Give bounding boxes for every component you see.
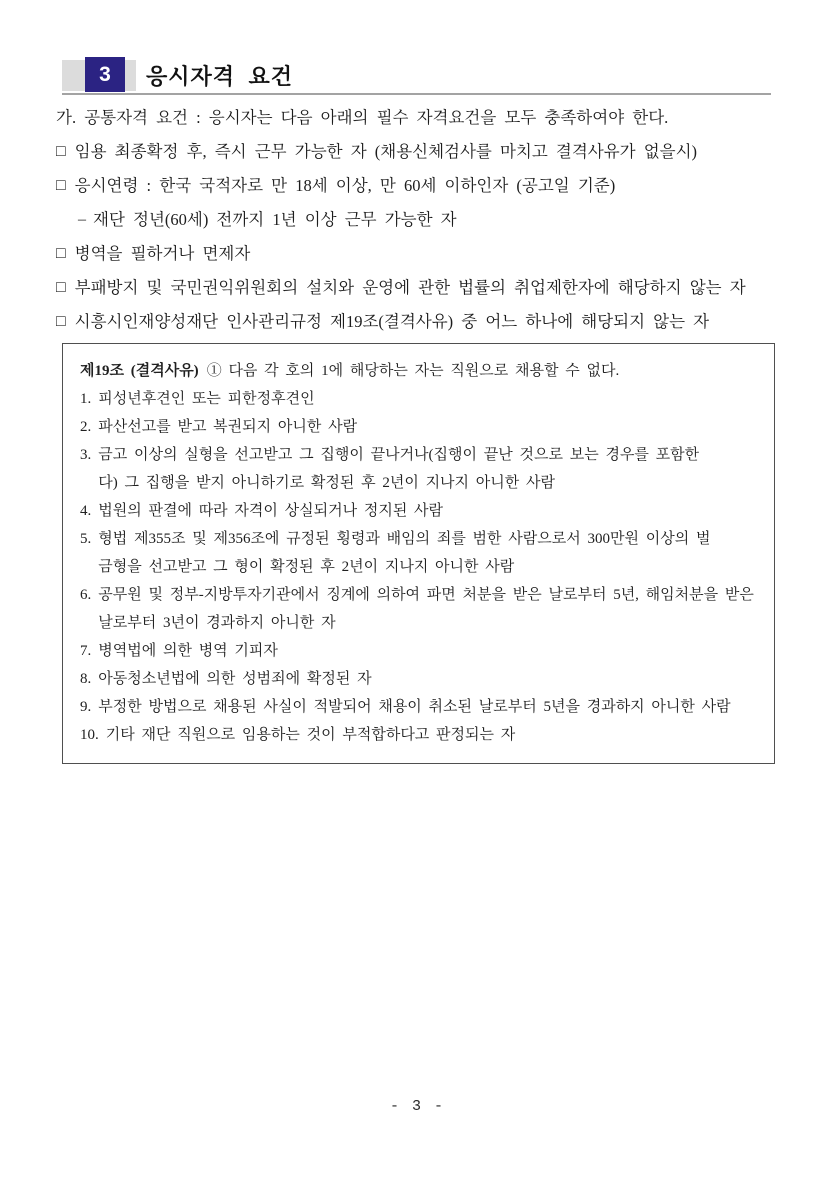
list-item bbox=[56, 140, 796, 164]
item-text: 다) 그 집행을 받지 아니하기로 확정된 후 2년이 지나지 아니한 사람 bbox=[98, 475, 555, 491]
list-item-text: 시흥시인재양성재단 인사관리규정 제19조(결격사유) 중 어느 하나에 해당되지 않는 자 bbox=[74, 312, 710, 331]
list-subitem bbox=[56, 208, 796, 232]
checkbox-icon: □ bbox=[56, 177, 66, 194]
list-item-text: 재단 정년(60세) 전까지 1년 이상 근무 가능한 자 bbox=[93, 210, 457, 229]
article-heading-text: ① 다음 각 호의 1에 해당하는 자는 직원으로 채용할 수 없다. bbox=[206, 363, 620, 379]
qualification-intro: 가. 공통자격 요건 : 응시자는 다음 아래의 필수 자격요건을 모두 충족하여야 한다. bbox=[56, 108, 669, 127]
item-text: 공무원 및 정부-지방투자기관에서 징계에 의하여 파면 처분을 받은 날로부터 5년, 해임처분을 받은 bbox=[98, 587, 754, 603]
item-text: 기타 재단 직원으로 임용하는 것이 부적합하다고 판정되는 자 bbox=[105, 727, 516, 743]
article-item bbox=[80, 385, 758, 413]
item-number: 6. bbox=[80, 587, 92, 603]
item-number: 4. bbox=[80, 503, 92, 519]
item-text: 병역법에 의한 병역 기피자 bbox=[98, 643, 278, 659]
item-text: 금형을 선고받고 그 형이 확정된 후 2년이 지나지 아니한 사람 bbox=[98, 559, 515, 575]
item-number: 5. bbox=[80, 531, 92, 547]
checkbox-icon: □ bbox=[56, 279, 66, 296]
list-item bbox=[56, 174, 796, 198]
item-text: 부정한 방법으로 채용된 사실이 적발되어 채용이 취소된 날로부터 5년을 경과하지 아니한 사람 bbox=[98, 699, 731, 715]
article-item bbox=[80, 525, 758, 581]
list-item-text: 응시연령 : 한국 국적자로 만 18세 이상, 만 60세 이하인자 (공고일 기준) bbox=[74, 176, 616, 195]
article-item bbox=[80, 413, 758, 441]
checkbox-icon: □ bbox=[56, 313, 66, 330]
article-item bbox=[80, 721, 758, 749]
section-number-badge: 3 bbox=[85, 57, 125, 92]
article-item bbox=[80, 637, 758, 665]
checkbox-icon: □ bbox=[56, 143, 66, 160]
section-title: 응시자격 요건 bbox=[146, 64, 294, 89]
item-text: 아동청소년법에 의한 성범죄에 확정된 자 bbox=[98, 671, 372, 687]
item-text: 법원의 판결에 따라 자격이 상실되거나 정지된 사람 bbox=[98, 503, 444, 519]
article-item bbox=[80, 665, 758, 693]
list-item bbox=[56, 310, 796, 334]
item-number: 7. bbox=[80, 643, 92, 659]
list-item bbox=[56, 242, 796, 266]
item-number: 10. bbox=[80, 727, 99, 743]
item-text: 피성년후견인 또는 피한정후견인 bbox=[98, 391, 315, 407]
item-text: 금고 이상의 실형을 선고받고 그 집행이 끝나거나(집행이 끝난 것으로 보는 경우를 포함한 bbox=[98, 447, 700, 463]
item-number: 8. bbox=[80, 671, 92, 687]
section-header bbox=[62, 56, 771, 95]
item-text: 날로부터 3년이 경과하지 아니한 자 bbox=[98, 615, 336, 631]
article-heading-title: 제19조 (결격사유) bbox=[80, 363, 199, 379]
item-number: 1. bbox=[80, 391, 92, 407]
list-item bbox=[56, 276, 796, 300]
page-number: - 3 - bbox=[389, 1098, 445, 1115]
item-text: 파산선고를 받고 복권되지 아니한 사람 bbox=[98, 419, 358, 435]
dash-icon: – bbox=[78, 211, 86, 228]
item-number: 2. bbox=[80, 419, 92, 435]
item-number: 3. bbox=[80, 447, 92, 463]
item-text: 형법 제355조 및 제356조에 규정된 횡령과 배임의 죄를 범한 사람으로서 300만원 이상의 벌 bbox=[98, 531, 711, 547]
article-item bbox=[80, 497, 758, 525]
item-number: 9. bbox=[80, 699, 92, 715]
article-19-box bbox=[62, 343, 775, 764]
article-heading bbox=[80, 357, 758, 385]
list-item-text: 부패방지 및 국민권익위원회의 설치와 운영에 관한 법률의 취업제한자에 해당하지 않는 자 bbox=[74, 278, 746, 297]
qualification-section bbox=[56, 106, 796, 344]
article-item bbox=[80, 441, 758, 497]
checkbox-icon: □ bbox=[56, 245, 66, 262]
article-item bbox=[80, 693, 758, 721]
article-item bbox=[80, 581, 758, 637]
list-item-text: 임용 최종확정 후, 즉시 근무 가능한 자 (채용신체검사를 마치고 결격사유가 없을시) bbox=[74, 142, 698, 161]
list-item-text: 병역을 필하거나 면제자 bbox=[74, 244, 251, 263]
